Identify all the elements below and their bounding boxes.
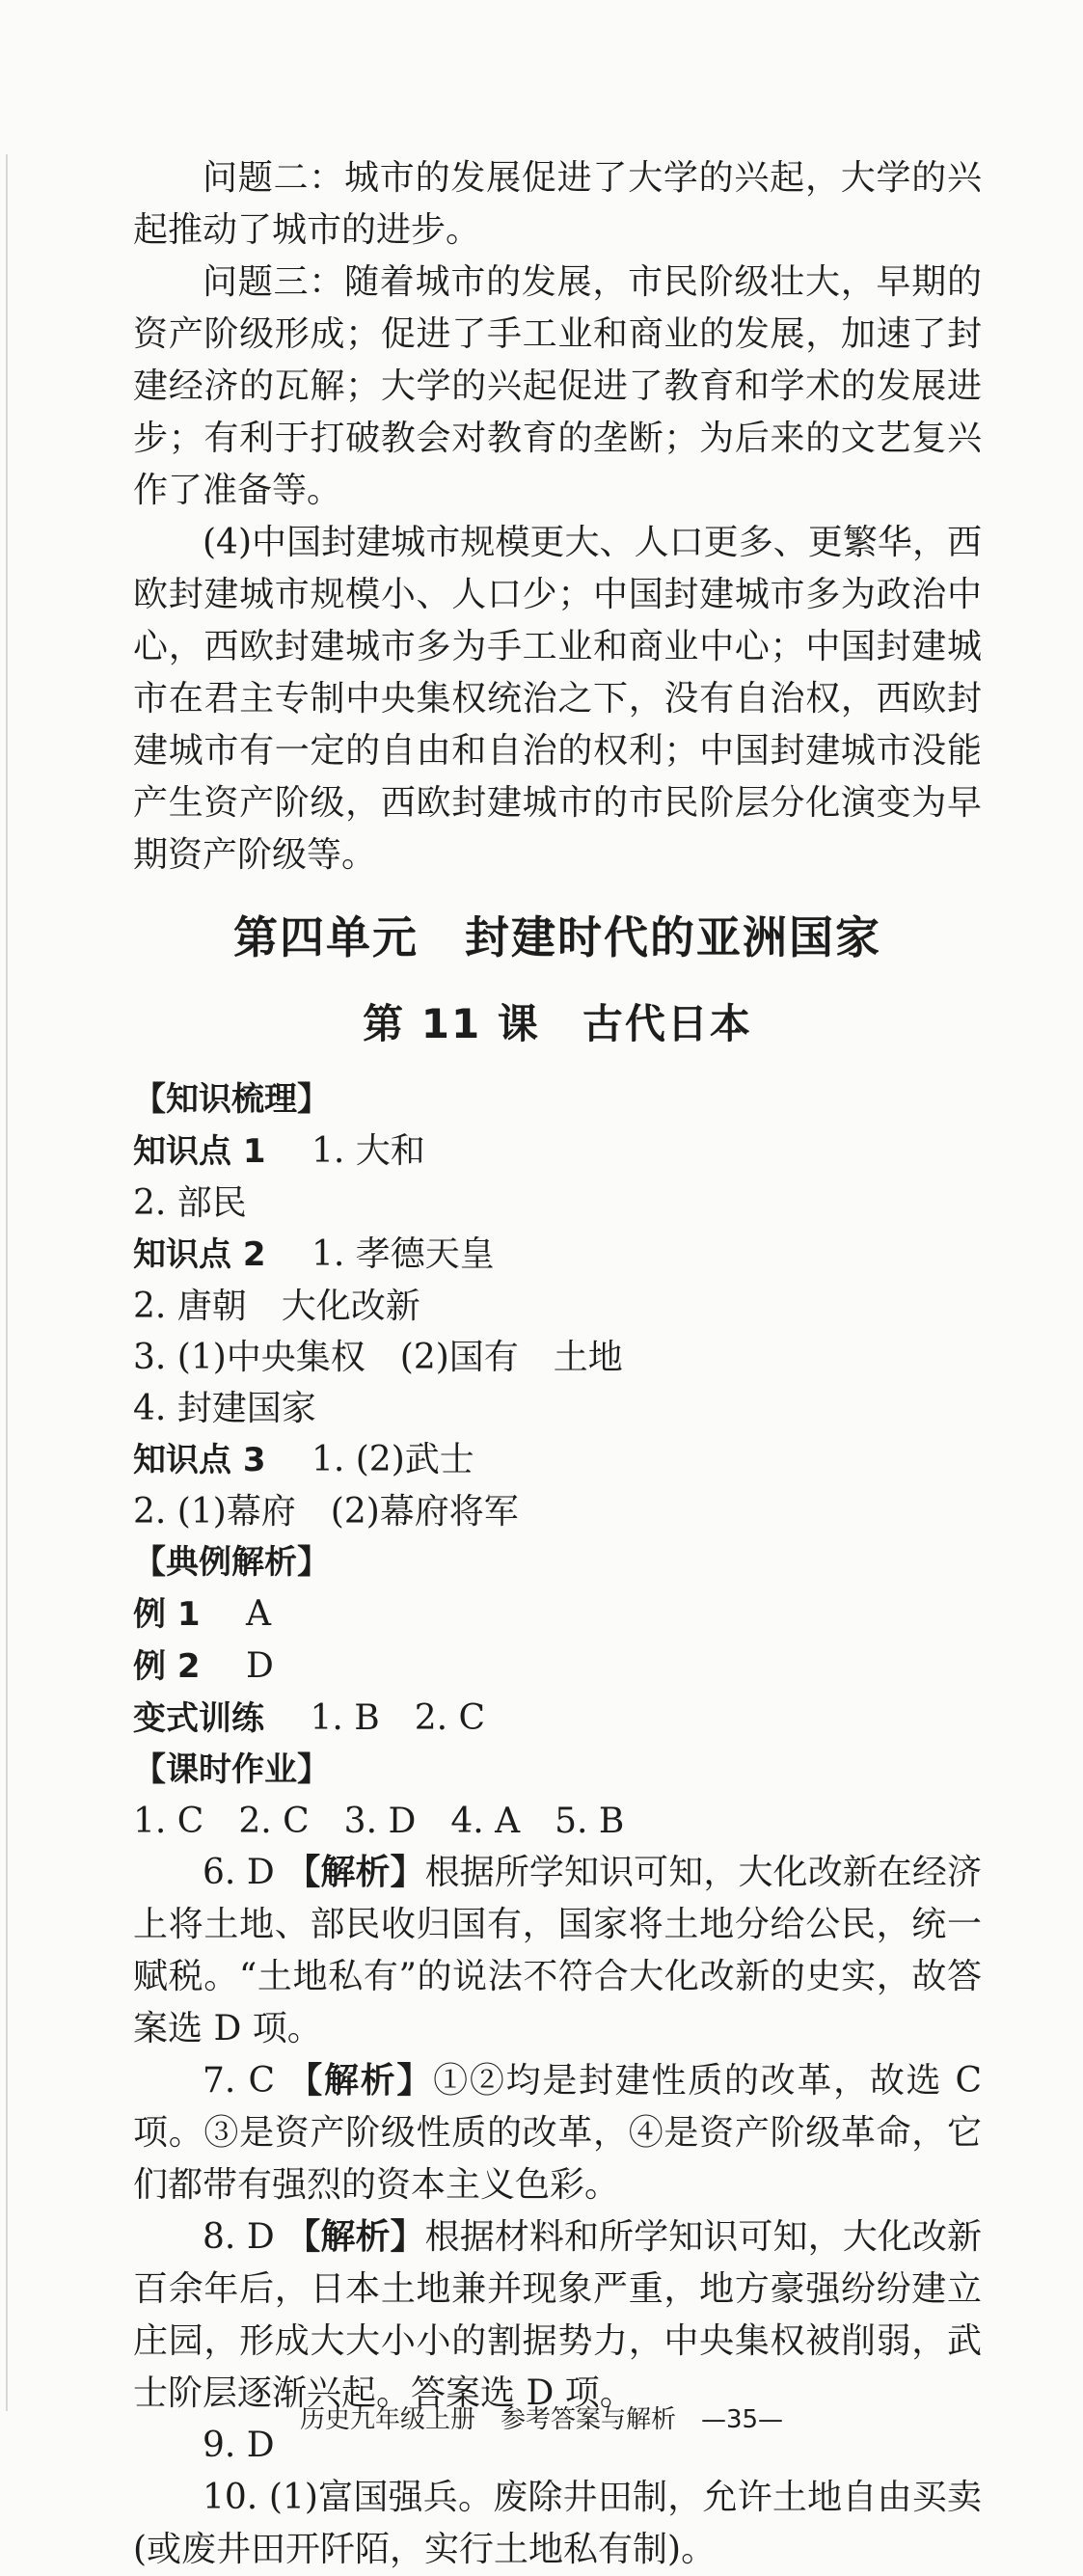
kp2-line4: 4. 封建国家 xyxy=(133,1389,316,1428)
homework-q6 xyxy=(133,1847,982,2055)
kp3-label: 知识点 3 xyxy=(133,1441,266,1479)
homework-section xyxy=(133,1745,982,2576)
kp2-line1 xyxy=(133,1229,982,1281)
kp3-answer1: 1. (2)武士 xyxy=(311,1440,474,1479)
example2-label: 例 2 xyxy=(133,1647,201,1686)
kp2-line2: 2. 唐朝 大化改新 xyxy=(133,1287,420,1326)
knowledge-heading: 【知识梳理】 xyxy=(133,1080,330,1119)
kp1-label: 知识点 1 xyxy=(133,1132,266,1171)
q6-analysis-tag: 【解析】 xyxy=(285,1853,425,1892)
q6-analysis-text: 根据所学知识可知，大化改新在经济上将土地、部民收归国有，国家将土地分给公民，统一赋税。“土地私有”的说法不符合大化改新的史实，故答案选 D 项。 xyxy=(133,1853,982,2048)
q8-answer: 8. D xyxy=(203,2217,286,2257)
q7-analysis-text: ①②均是封建性质的改革，故选 C 项。③是资产阶级性质的改革，④是资产阶级革命，它们都带有强烈的资本主义色彩。 xyxy=(133,2061,982,2205)
binding-edge-line xyxy=(6,154,8,2411)
answer-paragraph-q3: 问题三：随着城市的发展，市民阶级壮大，早期的资产阶级形成；促进了手工业和商业的发展，加速了封建经济的瓦解；大学的兴起促进了教育和学术的发展进步；有利于打破教会对教育的垄断；为后来的文艺复兴作了准备等。 xyxy=(133,262,982,510)
homework-q8 xyxy=(133,2211,982,2420)
kp3-line2: 2. (1)幕府 (2)幕府将军 xyxy=(133,1492,519,1532)
example1-answer: A xyxy=(245,1594,271,1634)
q7-answer: 7. C xyxy=(203,2061,288,2101)
kp1-line1 xyxy=(133,1125,982,1178)
q6-answer: 6. D xyxy=(203,1853,286,1892)
page-footer: 历史九年级上册 参考答案与解析 —35— xyxy=(299,2405,784,2434)
examples-section xyxy=(133,1537,982,1745)
kp3-line1 xyxy=(133,1434,982,1486)
answer-paragraph-q2: 问题二：城市的发展促进了大学的兴起，大学的兴起推动了城市的进步。 xyxy=(133,158,982,250)
examples-heading: 【典例解析】 xyxy=(133,1543,330,1582)
homework-q10: 10. (1)富国强兵。废除井田制，允许土地自由买卖(或废井田开阡陌，实行土地私有制)。 xyxy=(133,2478,982,2569)
variant-answer: 1. B 2. C xyxy=(310,1698,486,1738)
answer-paragraph-4: (4)中国封建城市规模更大、人口更多、更繁华，西欧封建城市规模小、人口少；中国封建城市多为政治中心，西欧封建城市多为手工业和商业中心；中国封建城市在君主专制中央集权统治之下，没有自治权，西欧封建城市有一定的自由和自治的权利；中国封建城市没能产生资产阶级，西欧封建城市的市民阶层分化演变为早期资产阶级等。 xyxy=(133,523,982,875)
q8-analysis-text: 根据材料和所学知识可知，大化改新百余年后，日本土地兼并现象严重，地方豪强纷纷建立庄园，形成大大小小的割据势力，中央集权被削弱，武士阶层逐渐兴起。答案选 D 项。 xyxy=(133,2217,982,2413)
q7-analysis-tag: 【解析】 xyxy=(287,2061,434,2101)
example1-label: 例 1 xyxy=(133,1595,201,1634)
q8-analysis-tag: 【解析】 xyxy=(285,2217,425,2257)
homework-line1: 1. C 2. C 3. D 4. A 5. B xyxy=(133,1802,625,1841)
kp1-answer1: 1. 大和 xyxy=(311,1131,425,1171)
homework-heading: 【课时作业】 xyxy=(133,1750,330,1789)
knowledge-section xyxy=(133,1074,982,1537)
kp1-line2: 2. 部民 xyxy=(133,1183,247,1223)
variant-label: 变式训练 xyxy=(133,1699,264,1738)
main-content xyxy=(133,152,982,2576)
unit-title: 第四单元 封建时代的亚洲国家 xyxy=(233,911,881,963)
variant-line xyxy=(133,1693,982,1745)
kp2-line3: 3. (1)中央集权 (2)国有 土地 xyxy=(133,1338,623,1377)
example2-answer: D xyxy=(245,1646,274,1686)
example1-line xyxy=(133,1588,982,1641)
homework-q9: 9. D xyxy=(203,2426,275,2465)
kp2-answer1: 1. 孝德天皇 xyxy=(311,1234,495,1274)
lesson-title: 第 11 课 古代日本 xyxy=(363,1000,752,1047)
kp2-label: 知识点 2 xyxy=(133,1235,266,1274)
homework-q7 xyxy=(133,2055,982,2211)
example2-line xyxy=(133,1641,982,1693)
